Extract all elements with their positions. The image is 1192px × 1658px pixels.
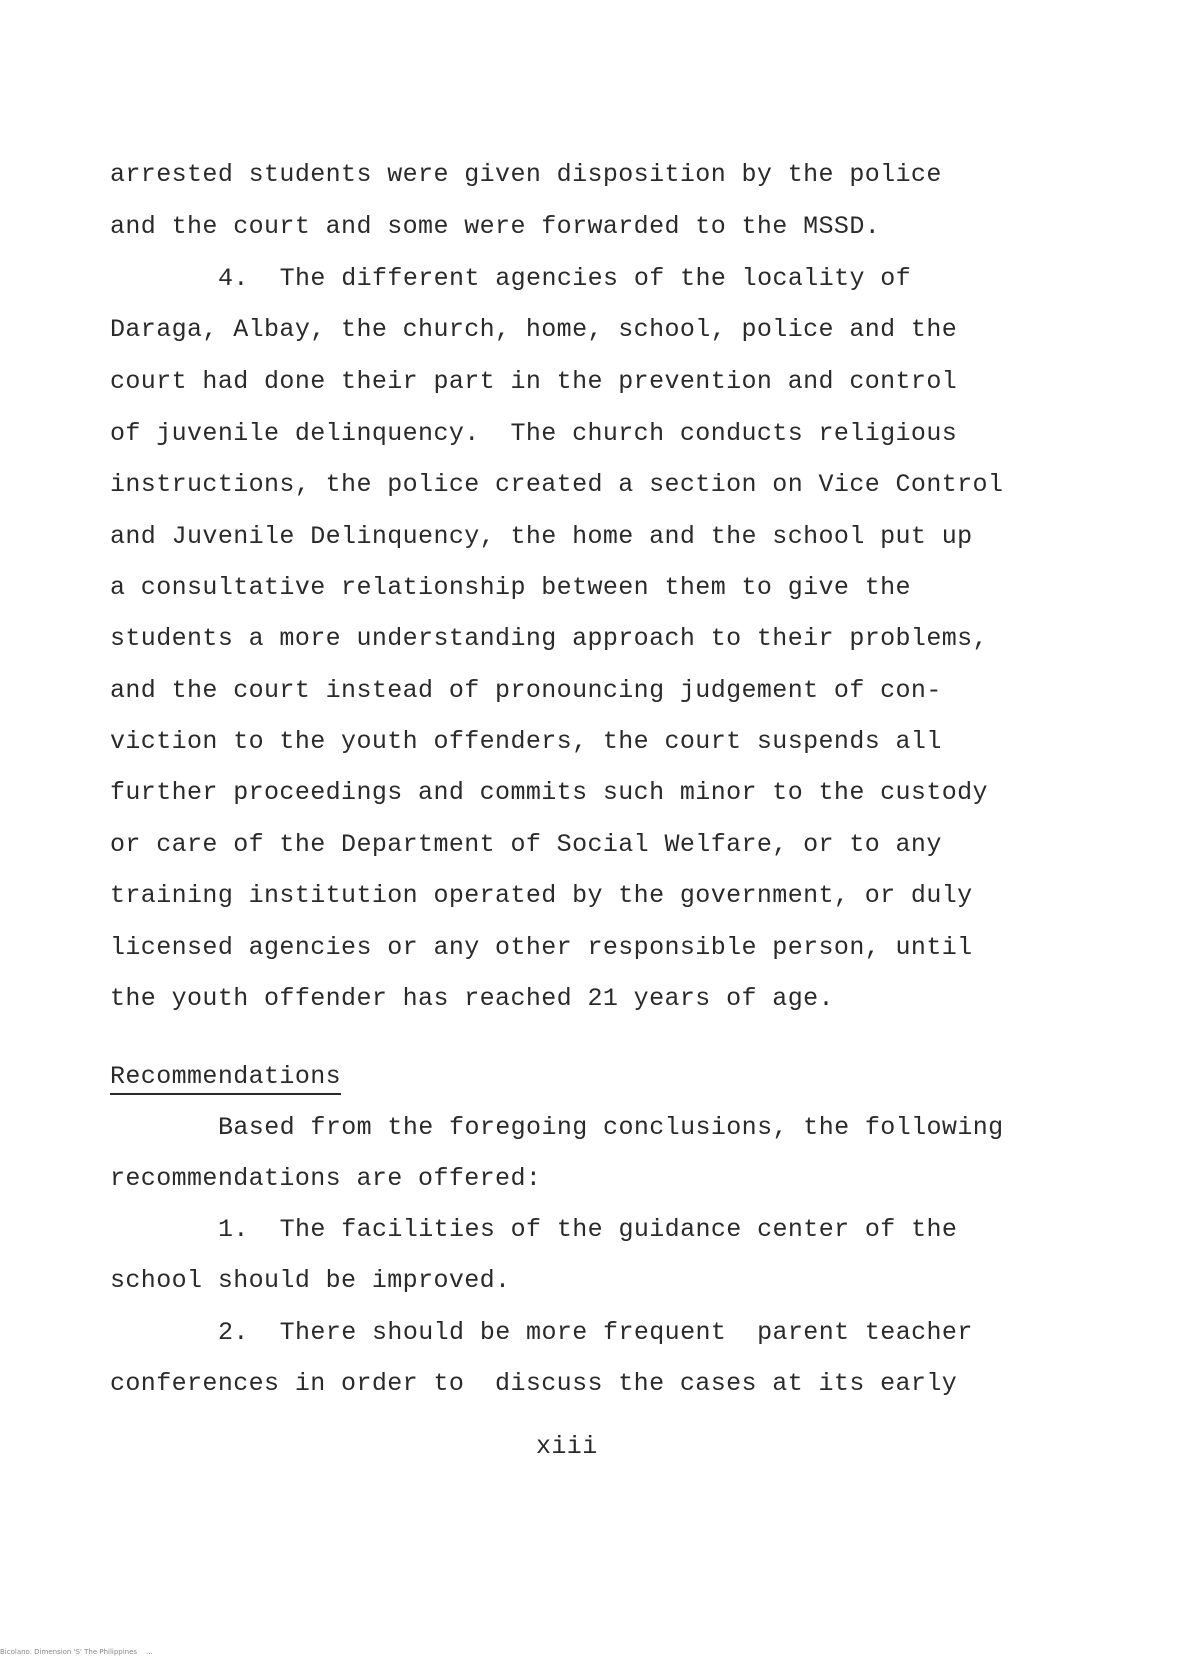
text-line: 4. The different agencies of the locality of	[218, 264, 912, 293]
text-line: and the court and some were forwarded to the MSSD.	[110, 212, 881, 241]
scan-footer: Bicolano. Dimension 'S' The Philippines ...	[0, 1648, 153, 1656]
text-line: or care of the Department of Social Welfare, or to any	[110, 830, 942, 859]
text-line: 1. The facilities of the guidance center of the	[218, 1215, 958, 1244]
text-line: school should be improved.	[110, 1266, 511, 1295]
text-line: of juvenile delinquency. The church conducts religious	[110, 419, 958, 448]
recommendations-heading: Recommendations	[110, 1062, 341, 1095]
text-line: conferences in order to discuss the cases at its early	[110, 1369, 958, 1398]
text-line: instructions, the police created a section on Vice Control	[110, 470, 1004, 499]
text-line: arrested students were given disposition by the police	[110, 160, 942, 189]
text-line: the youth offender has reached 21 years of age.	[110, 984, 834, 1013]
text-line: further proceedings and commits such minor to the custody	[110, 778, 988, 807]
page-number: xiii	[536, 1432, 598, 1461]
text-line: a consultative relationship between them to give the	[110, 573, 911, 602]
text-line: 2. There should be more frequent parent teacher	[218, 1318, 973, 1347]
text-line: court had done their part in the prevention and control	[110, 367, 958, 396]
text-line: viction to the youth offenders, the court suspends all	[110, 727, 942, 756]
text-line: students a more understanding approach to their problems,	[110, 624, 988, 653]
text-line: Based from the foregoing conclusions, the following	[218, 1113, 1004, 1142]
text-line: licensed agencies or any other responsible person, until	[110, 933, 973, 962]
text-line: and the court instead of pronouncing judgement of con-	[110, 676, 942, 705]
text-line: and Juvenile Delinquency, the home and the school put up	[110, 522, 973, 551]
text-line: training institution operated by the government, or duly	[110, 881, 973, 910]
text-line: recommendations are offered:	[110, 1164, 542, 1193]
text-line: Daraga, Albay, the church, home, school, police and the	[110, 315, 958, 344]
